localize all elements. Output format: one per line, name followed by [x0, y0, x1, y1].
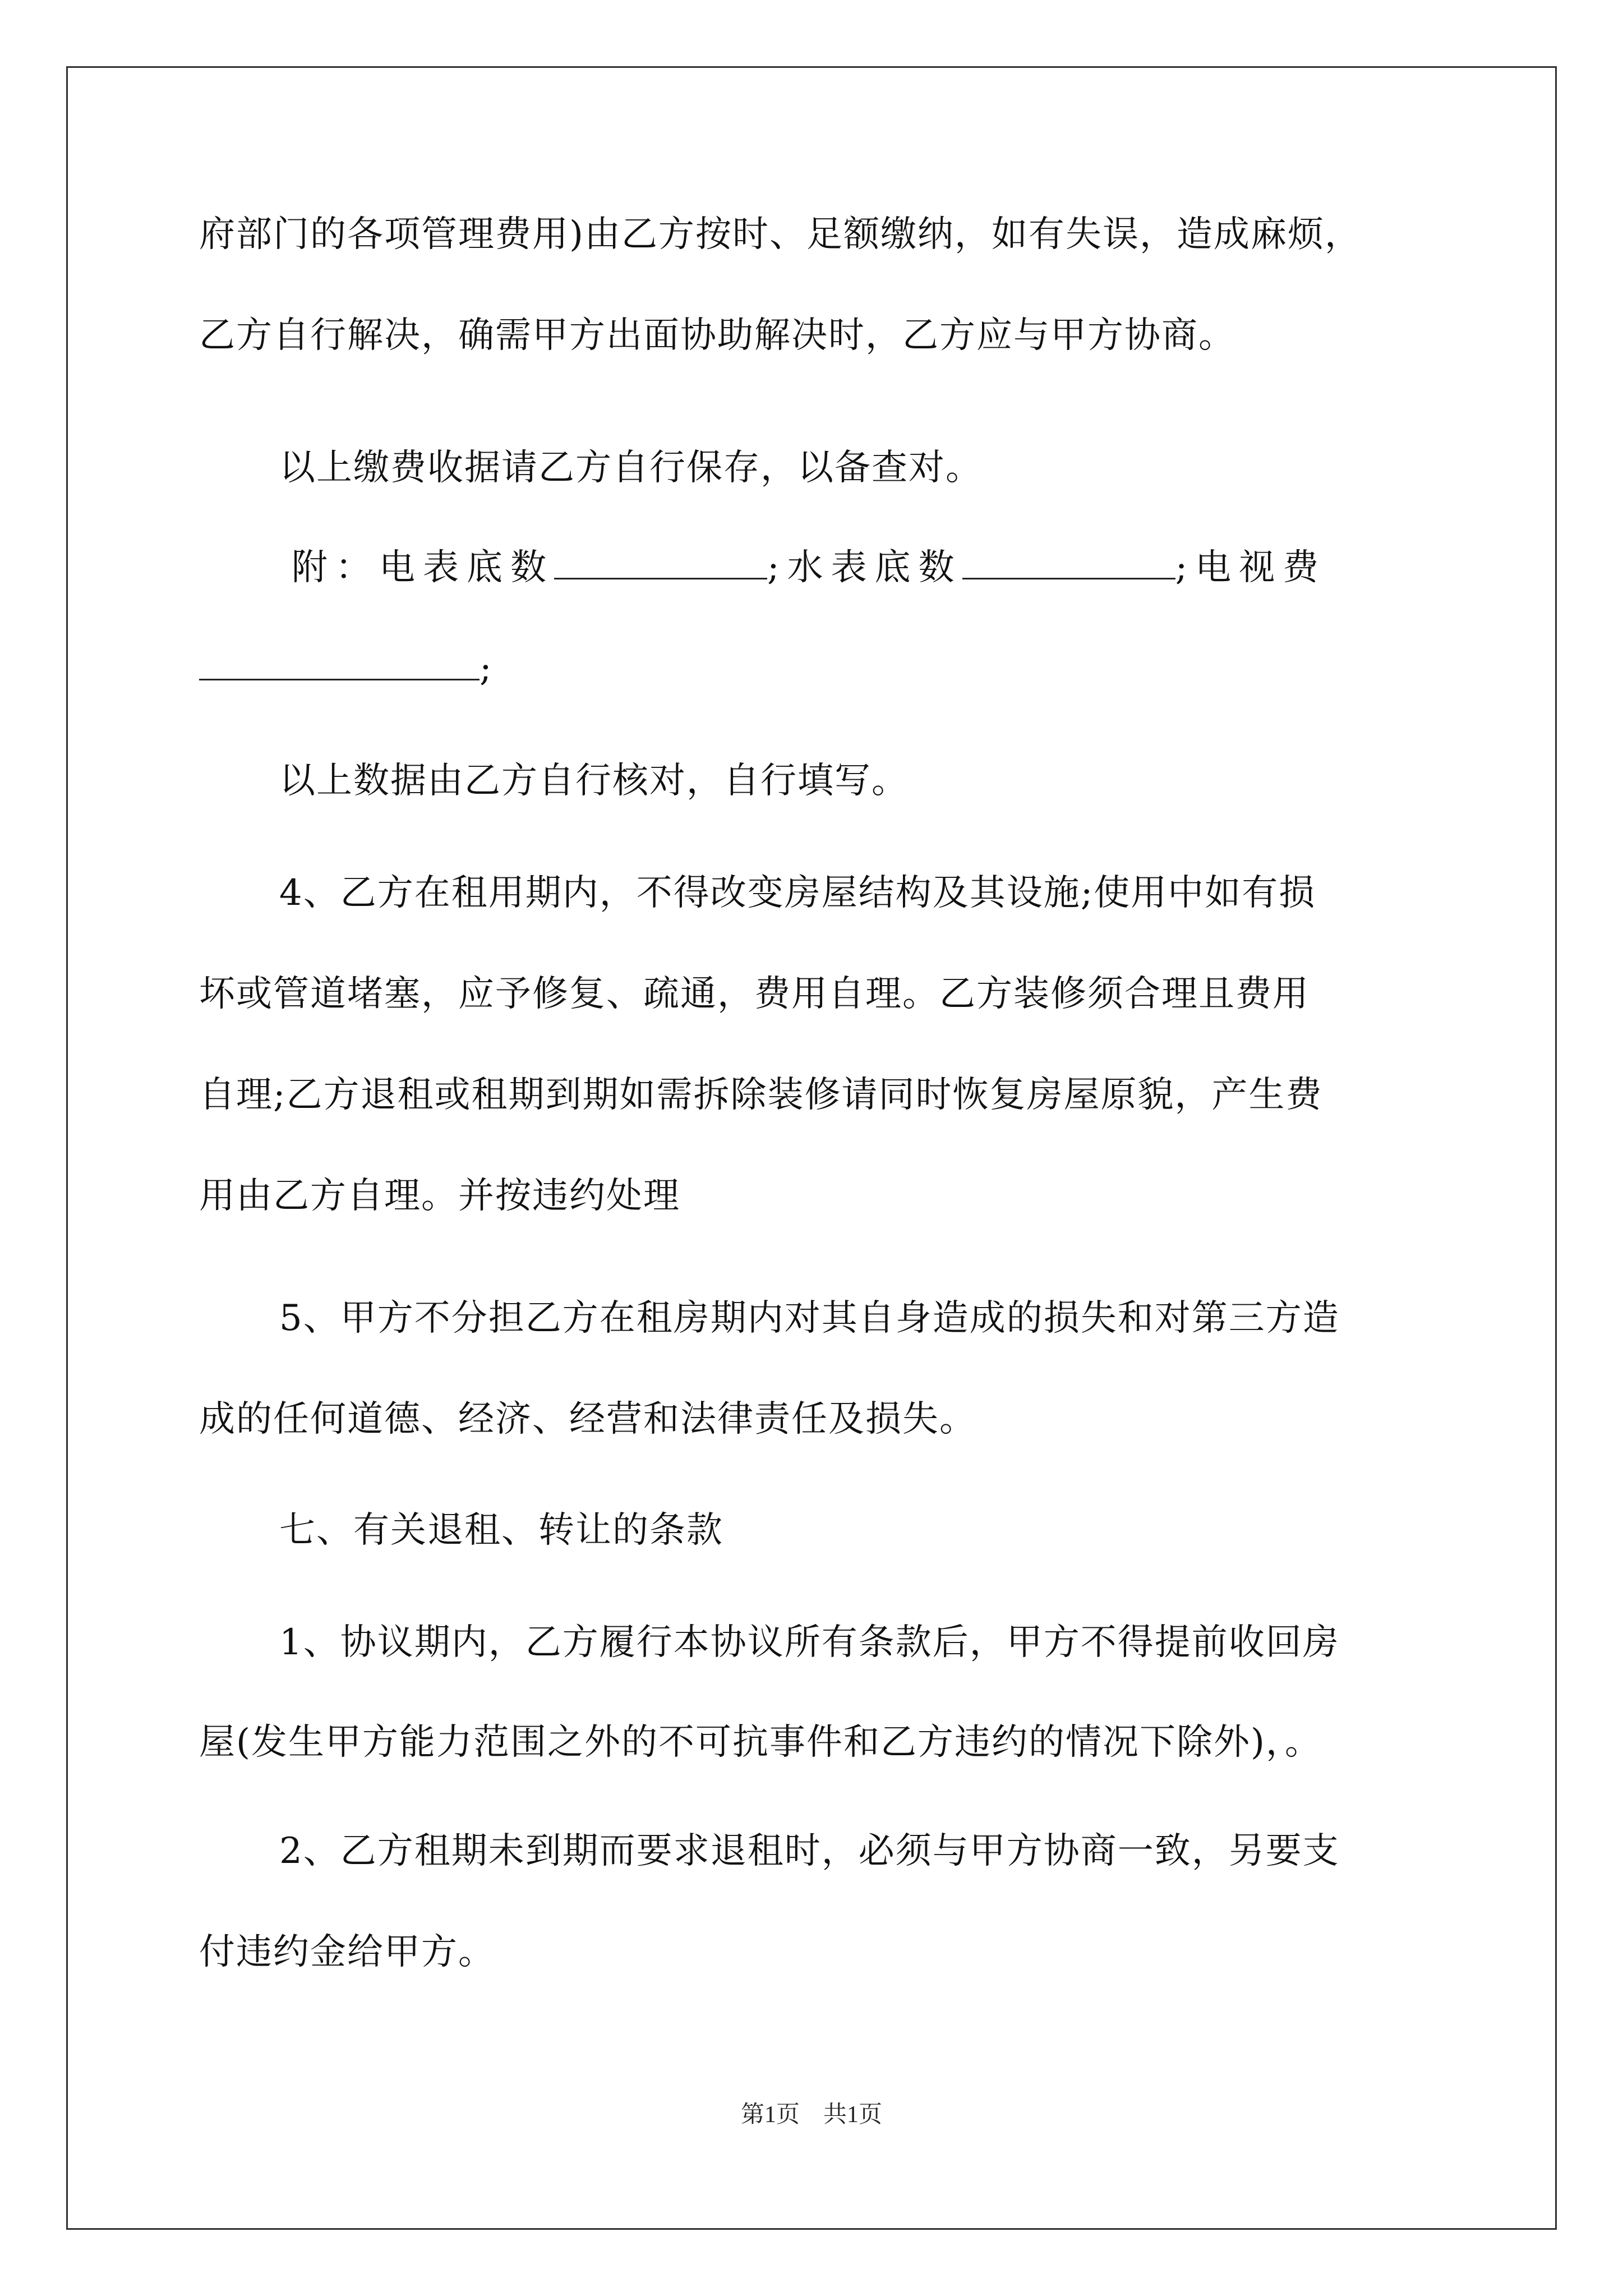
- text-line-9: 4、乙方在租用期内，不得改变房屋结构及其设施;使用中如有损: [279, 872, 1316, 914]
- section-heading-7: 七、有关退租、转让的条款: [279, 1510, 723, 1551]
- text-line-10: 坏或管道堵塞，应予修复、疏通，费用自理。乙方装修须合理且费用: [199, 973, 1310, 1015]
- text-line-12: 用由乙方自理。并按违约处理: [199, 1175, 680, 1217]
- electric-meter-label: 附：电表底数: [292, 547, 554, 588]
- tv-fee-label: ;电视费: [1175, 547, 1327, 588]
- electric-meter-blank[interactable]: [554, 546, 767, 579]
- tv-fee-end: ;: [479, 648, 493, 689]
- text-line-19: 付违约金给甲方。: [199, 1931, 495, 1973]
- page-border: [66, 66, 1557, 2230]
- text-line-3: 以上缴费收据请乙方自行保存，以备查对。: [279, 447, 983, 489]
- text-line-13: 5、甲方不分担乙方在租房期内对其自身造成的损失和对第三方造: [279, 1297, 1340, 1339]
- tv-fee-line: [199, 646, 493, 691]
- text-line-11: 自理;乙方退租或租期到期如需拆除装修请同时恢复房屋原貌，产生费: [199, 1074, 1323, 1116]
- text-line-8: 以上数据由乙方自行核对，自行填写。: [279, 760, 909, 802]
- text-line-14: 成的任何道德、经济、经营和法律责任及损失。: [199, 1398, 976, 1440]
- page-number-footer: 第1页 共1页: [740, 2102, 882, 2128]
- water-meter-blank[interactable]: [962, 546, 1175, 579]
- water-meter-label: ;水表底数: [767, 547, 962, 588]
- meter-readings-line: [292, 545, 1326, 590]
- tv-fee-blank[interactable]: [199, 647, 479, 680]
- text-line-18: 2、乙方租期未到期而要求退租时，必须与甲方协商一致，另要支: [279, 1830, 1340, 1872]
- text-line-2: 乙方自行解决，确需甲方出面协助解决时，乙方应与甲方协商。: [199, 315, 1235, 356]
- text-line-16: 1、协议期内，乙方履行本协议所有条款后，甲方不得提前收回房: [279, 1622, 1340, 1663]
- text-line-1: 府部门的各项管理费用)由乙方按时、足额缴纳，如有失误，造成麻烦，: [199, 214, 1362, 255]
- text-line-17: 屋(发生甲方能力范围之外的不可抗事件和乙方违约的情况下除外)，。: [199, 1722, 1322, 1763]
